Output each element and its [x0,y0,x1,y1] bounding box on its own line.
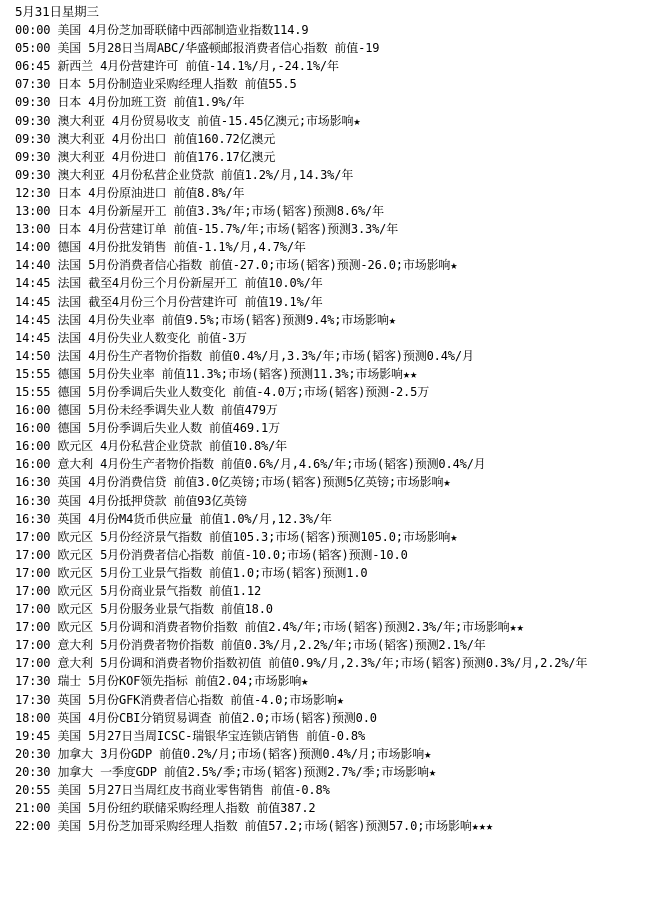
calendar-entry: 09:30 澳大利亚 4月份出口 前值160.72亿澳元 [15,131,276,146]
calendar-entry: 09:30 澳大利亚 4月份贸易收支 前值-15.45亿澳元;市场影响★ [15,113,361,128]
calendar-entry: 17:30 瑞士 5月份KOF领先指标 前值2.04;市场影响★ [15,674,309,689]
calendar-entry: 18:00 英国 4月份CBI分销贸易调查 前值2.0;市场(韬客)预测0.0 [15,710,377,725]
calendar-entry: 16:30 英国 4月份M4货币供应量 前值1.0%/月,12.3%/年 [15,511,332,526]
calendar-entry: 22:00 美国 5月份芝加哥采购经理人指数 前值57.2;市场(韬客)预测57.0;市场影响★★★ [15,819,493,834]
calendar-entry: 14:45 法国 截至4月份三个月份营建许可 前值19.1%/年 [15,294,323,309]
calendar-entry: 15:55 德国 5月份失业率 前值11.3%;市场(韬客)预测11.3%;市场影响★★ [15,366,418,381]
calendar-entry: 14:50 法国 4月份生产者物价指数 前值0.4%/月,3.3%/年;市场(韬客)预测0.4%/月 [15,348,474,363]
calendar-entry: 12:30 日本 4月份原油进口 前值8.8%/年 [15,185,245,200]
calendar-entry: 17:00 意大利 5月份调和消费者物价指数初值 前值0.9%/月,2.3%/年;市场(韬客)预测0.3%/月,2.2%/年 [15,656,588,671]
calendar-entry: 17:00 欧元区 5月份调和消费者物价指数 前值2.4%/年;市场(韬客)预测2.3%/年;市场影响★★ [15,620,524,635]
calendar-entry: 17:00 欧元区 5月份经济景气指数 前值105.3;市场(韬客)预测105.0;市场影响★ [15,529,458,544]
calendar-entry: 16:00 意大利 4月份生产者物价指数 前值0.6%/月,4.6%/年;市场(韬客)预测0.4%/月 [15,457,486,472]
calendar-entry: 20:30 加拿大 一季度GDP 前值2.5%/季;市场(韬客)预测2.7%/季;市场影响★ [15,764,436,779]
calendar-entry: 09:30 日本 4月份加班工资 前值1.9%/年 [15,95,245,110]
date-heading: 5月31日星期三 [15,4,99,19]
calendar-entry: 06:45 新西兰 4月份营建许可 前值-14.1%/月,-24.1%/年 [15,59,339,74]
calendar-entry: 17:00 欧元区 5月份商业景气指数 前值1.12 [15,584,262,598]
calendar-entry: 20:55 美国 5月27日当周红皮书商业零售销售 前值-0.8% [15,783,330,798]
calendar-entry: 09:30 澳大利亚 4月份私营企业贷款 前值1.2%/月,14.3%/年 [15,167,354,182]
calendar-entry: 15:55 德国 5月份季调后失业人数变化 前值-4.0万;市场(韬客)预测-2.5万 [15,384,430,399]
calendar-entry: 05:00 美国 5月28日当周ABC/华盛顿邮报消费者信心指数 前值-19 [15,41,380,56]
calendar-entry: 17:00 欧元区 5月份工业景气指数 前值1.0;市场(韬客)预测1.0 [15,565,368,580]
calendar-entry: 16:00 德国 5月份季调后失业人数 前值469.1万 [15,421,280,436]
calendar-entry: 21:00 美国 5月份纽约联储采购经理人指数 前值387.2 [15,801,316,816]
calendar-entry: 14:00 德国 4月份批发销售 前值-1.1%/月,4.7%/年 [15,240,306,255]
calendar-entry: 14:45 法国 截至4月份三个月份新屋开工 前值10.0%/年 [15,276,323,291]
calendar-entry: 07:30 日本 5月份制造业采购经理人指数 前值55.5 [15,77,297,92]
calendar-entry: 19:45 美国 5月27日当周ICSC-瑞银华宝连锁店销售 前值-0.8% [15,728,366,743]
calendar-entry: 17:00 欧元区 5月份消费者信心指数 前值-10.0;市场(韬客)预测-10.0 [15,547,408,562]
calendar-entry: 16:00 德国 5月份未经季调失业人数 前值479万 [15,403,278,418]
calendar-entry: 14:45 法国 4月份失业率 前值9.5%;市场(韬客)预测9.4%;市场影响★ [15,312,396,327]
calendar-entry: 13:00 日本 4月份新屋开工 前值3.3%/年;市场(韬客)预测8.6%/年 [15,204,384,219]
calendar-entry: 16:30 英国 4月份消费信贷 前值3.0亿英镑;市场(韬客)预测5亿英镑;市场影响★ [15,475,451,490]
calendar-entry: 17:30 英国 5月份GFK消费者信心指数 前值-4.0;市场影响★ [15,692,344,707]
calendar-entry: 17:00 欧元区 5月份服务业景气指数 前值18.0 [15,602,273,617]
calendar-entry: 09:30 澳大利亚 4月份进口 前值176.17亿澳元 [15,149,276,164]
calendar-entry: 17:00 意大利 5月份消费者物价指数 前值0.3%/月,2.2%/年;市场(韬客)预测2.1%/年 [15,638,486,653]
calendar-entry: 14:40 法国 5月份消费者信心指数 前值-27.0;市场(韬客)预测-26.0;市场影响★ [15,258,458,273]
calendar-entry: 16:00 欧元区 4月份私营企业贷款 前值10.8%/年 [15,439,288,454]
calendar-entry: 16:30 英国 4月份抵押贷款 前值93亿英镑 [15,493,247,508]
calendar-entry: 14:45 法国 4月份失业人数变化 前值-3万 [15,330,247,345]
calendar-entry: 20:30 加拿大 3月份GDP 前值0.2%/月;市场(韬客)预测0.4%/月;市场影响★ [15,746,432,761]
calendar-entry: 00:00 美国 4月份芝加哥联储中西部制造业指数114.9 [15,23,309,38]
calendar-entry: 13:00 日本 4月份营建订单 前值-15.7%/年;市场(韬客)预测3.3%/年 [15,222,399,237]
